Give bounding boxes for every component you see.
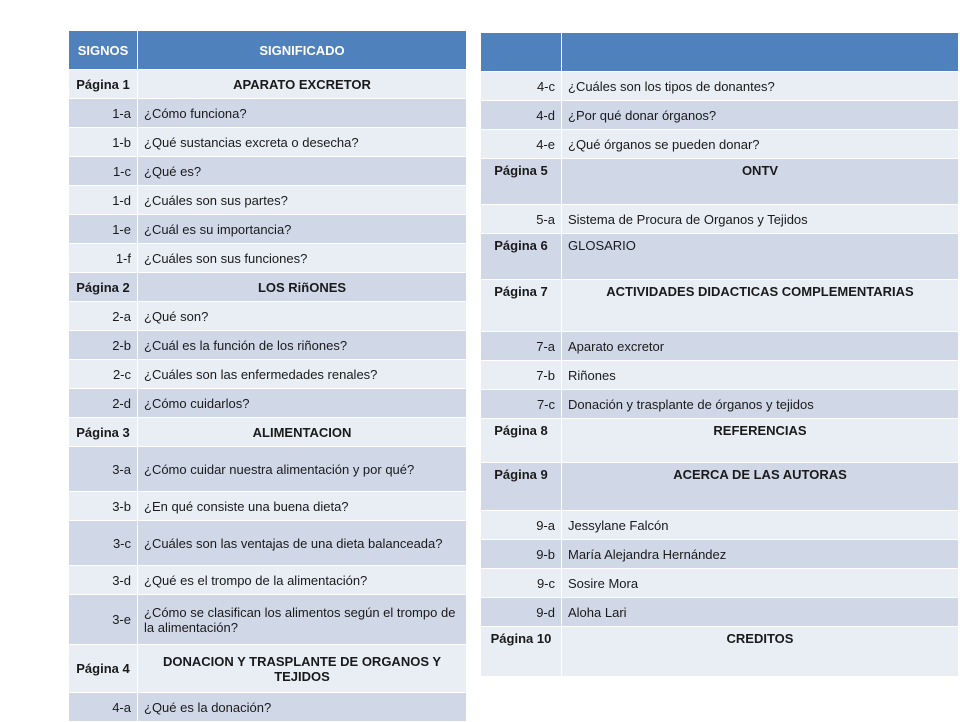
sign-code: 4-a <box>69 693 138 722</box>
table-row <box>69 595 467 645</box>
page-number: Página 6 <box>481 234 562 280</box>
section-row <box>481 463 959 511</box>
table-row <box>481 511 959 540</box>
page-number: Página 10 <box>481 627 562 677</box>
section-row <box>481 419 959 463</box>
section-title: GLOSARIO <box>562 234 959 280</box>
table-row <box>481 390 959 419</box>
sign-code: 1-e <box>69 215 138 244</box>
sign-code: 2-b <box>69 331 138 360</box>
sign-code: 2-a <box>69 302 138 331</box>
topic-question: Sistema de Procura de Organos y Tejidos <box>562 205 959 234</box>
table-row <box>69 566 467 595</box>
topic-question: Aloha Lari <box>562 598 959 627</box>
sign-code: 4-c <box>481 72 562 101</box>
topic-question: ¿Cómo se clasifican los alimentos según el trompo de la alimentación? <box>138 595 467 645</box>
table-row <box>69 244 467 273</box>
sign-code: 2-d <box>69 389 138 418</box>
table-row <box>481 205 959 234</box>
sign-code: 1-f <box>69 244 138 273</box>
sign-code: 7-b <box>481 361 562 390</box>
section-title: DONACION Y TRASPLANTE DE ORGANOS Y TEJIDOS <box>138 645 467 693</box>
table-row <box>481 598 959 627</box>
sign-code: 7-c <box>481 390 562 419</box>
header-signos: SIGNOS <box>69 31 138 70</box>
index-table-right <box>480 32 959 677</box>
topic-question: ¿Cuáles son los tipos de donantes? <box>562 72 959 101</box>
page-number: Página 5 <box>481 159 562 205</box>
topic-question: ¿Cómo cuidar nuestra alimentación y por qué? <box>138 447 467 492</box>
topic-question: ¿Cuáles son sus funciones? <box>138 244 467 273</box>
topic-question: ¿Qué es? <box>138 157 467 186</box>
section-title: ONTV <box>562 159 959 205</box>
section-title: ACTIVIDADES DIDACTICAS COMPLEMENTARIAS <box>562 280 959 332</box>
topic-question: ¿Qué órganos se pueden donar? <box>562 130 959 159</box>
section-row <box>481 234 959 280</box>
table-row <box>69 99 467 128</box>
table-row <box>69 215 467 244</box>
table-row <box>69 360 467 389</box>
table-row <box>481 101 959 130</box>
sign-code: 9-c <box>481 569 562 598</box>
sign-code: 1-b <box>69 128 138 157</box>
topic-question: ¿Qué son? <box>138 302 467 331</box>
table-row <box>481 361 959 390</box>
sign-code: 3-e <box>69 595 138 645</box>
topic-question: ¿Cuál es su importancia? <box>138 215 467 244</box>
header-code-empty <box>481 33 562 72</box>
table-row <box>69 128 467 157</box>
sign-code: 1-c <box>69 157 138 186</box>
section-title: APARATO EXCRETOR <box>138 70 467 99</box>
sign-code: 3-b <box>69 492 138 521</box>
table-row <box>69 157 467 186</box>
sign-code: 9-b <box>481 540 562 569</box>
section-row <box>69 70 467 99</box>
sign-code: 2-c <box>69 360 138 389</box>
section-row <box>69 273 467 302</box>
page-number: Página 2 <box>69 273 138 302</box>
table-row <box>481 569 959 598</box>
sign-code: 1-d <box>69 186 138 215</box>
page-number: Página 4 <box>69 645 138 693</box>
topic-question: ¿Por qué donar órganos? <box>562 101 959 130</box>
sign-code: 4-e <box>481 130 562 159</box>
topic-question: Donación y trasplante de órganos y tejidos <box>562 390 959 419</box>
topic-question: ¿Cuáles son sus partes? <box>138 186 467 215</box>
sign-code: 3-d <box>69 566 138 595</box>
page-number: Página 1 <box>69 70 138 99</box>
sign-code: 3-c <box>69 521 138 566</box>
topic-question: Aparato excretor <box>562 332 959 361</box>
topic-question: Jessylane Falcón <box>562 511 959 540</box>
topic-question: ¿Cómo funciona? <box>138 99 467 128</box>
topic-question: ¿Qué es la donación? <box>138 693 467 722</box>
page-number: Página 8 <box>481 419 562 463</box>
section-row <box>481 159 959 205</box>
section-row <box>69 645 467 693</box>
sign-code: 3-a <box>69 447 138 492</box>
table-row <box>69 186 467 215</box>
topic-question: ¿Cuáles son las enfermedades renales? <box>138 360 467 389</box>
topic-question: ¿Cuál es la función de los riñones? <box>138 331 467 360</box>
table-row <box>481 540 959 569</box>
topic-question: ¿Qué sustancias excreta o desecha? <box>138 128 467 157</box>
sign-code: 4-d <box>481 101 562 130</box>
section-title: ALIMENTACION <box>138 418 467 447</box>
table-row <box>69 447 467 492</box>
section-title: ACERCA DE LAS AUTORAS <box>562 463 959 511</box>
header-row <box>481 33 959 72</box>
header-significado: SIGNIFICADO <box>138 31 467 70</box>
table-row <box>69 521 467 566</box>
section-row <box>481 280 959 332</box>
table-row <box>69 302 467 331</box>
topic-question: ¿Cómo cuidarlos? <box>138 389 467 418</box>
section-title: CREDITOS <box>562 627 959 677</box>
table-row <box>481 332 959 361</box>
header-desc-empty <box>562 33 959 72</box>
sign-code: 5-a <box>481 205 562 234</box>
page-number: Página 7 <box>481 280 562 332</box>
table-row <box>69 389 467 418</box>
sign-code: 7-a <box>481 332 562 361</box>
page-number: Página 9 <box>481 463 562 511</box>
topic-question: Riñones <box>562 361 959 390</box>
index-table-left <box>68 30 467 722</box>
sign-code: 9-a <box>481 511 562 540</box>
topic-question: ¿Cuáles son las ventajas de una dieta balanceada? <box>138 521 467 566</box>
topic-question: ¿Qué es el trompo de la alimentación? <box>138 566 467 595</box>
section-title: LOS RiñONES <box>138 273 467 302</box>
table-row <box>69 693 467 722</box>
table-row <box>69 331 467 360</box>
header-row <box>69 31 467 70</box>
table-row <box>69 492 467 521</box>
section-row <box>69 418 467 447</box>
page-number: Página 3 <box>69 418 138 447</box>
section-row <box>481 627 959 677</box>
topic-question: Sosire Mora <box>562 569 959 598</box>
topic-question: ¿En qué consiste una buena dieta? <box>138 492 467 521</box>
sign-code: 1-a <box>69 99 138 128</box>
sign-code: 9-d <box>481 598 562 627</box>
topic-question: María Alejandra Hernández <box>562 540 959 569</box>
table-row <box>481 130 959 159</box>
table-row <box>481 72 959 101</box>
section-title: REFERENCIAS <box>562 419 959 463</box>
